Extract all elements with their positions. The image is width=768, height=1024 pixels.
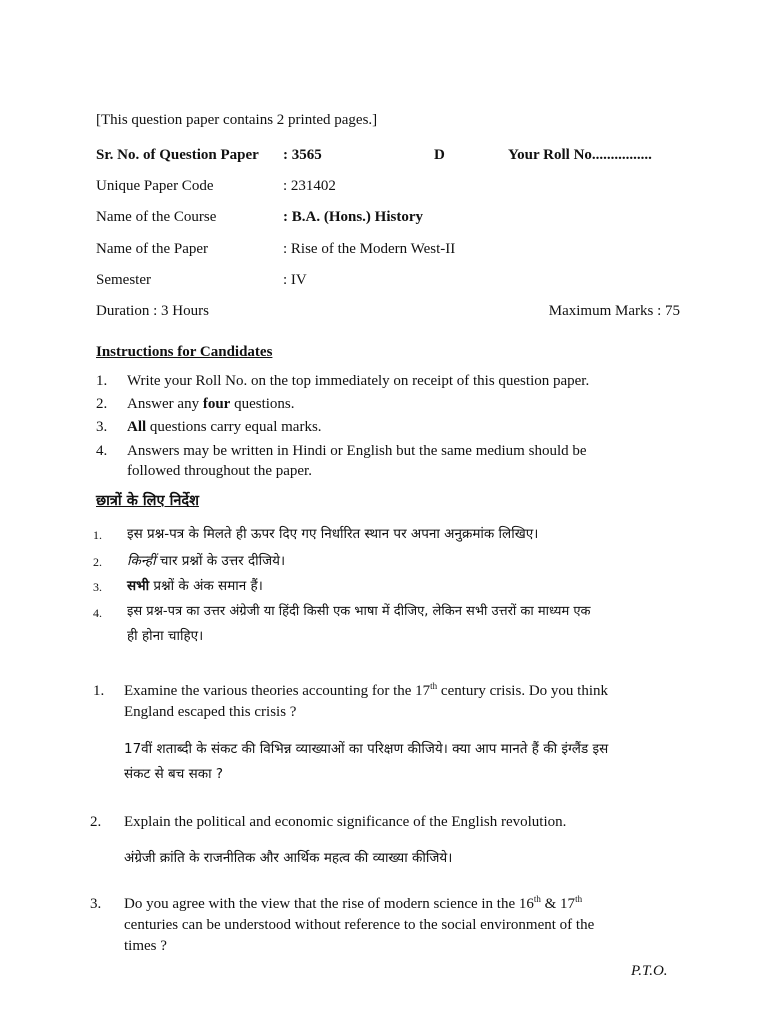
- sr-no-value: : 3565: [283, 147, 322, 163]
- unique-paper-code-label: Unique Paper Code: [96, 178, 214, 194]
- instruction-text-line: ही होना चाहिए।: [127, 628, 204, 644]
- course-label: Name of the Course: [96, 209, 217, 225]
- instruction-number: 4.: [93, 606, 102, 620]
- instruction-number: 2.: [93, 555, 102, 569]
- instruction-text: Write your Roll No. on the top immediately on receipt of this question paper.: [127, 373, 590, 389]
- question-text-line: Explain the political and economic significance of the English revolution.: [124, 814, 567, 830]
- question-hindi-line: संकट से बच सका ?: [124, 766, 224, 782]
- roll-no-field: Your Roll No................: [508, 147, 652, 163]
- instructions-title: Instructions for Candidates: [96, 344, 273, 360]
- instruction-text: Answer any four questions.: [127, 396, 295, 412]
- instruction-number: 2.: [96, 396, 108, 412]
- hindi-instructions-title: छात्रों के लिए निर्देश: [96, 493, 199, 509]
- page-note: [This question paper contains 2 printed pages.]: [96, 112, 378, 128]
- instruction-number: 1.: [93, 528, 102, 542]
- instruction-text: सभी प्रश्नों के अंक समान हैं।: [127, 578, 263, 594]
- set-code: D: [434, 147, 445, 163]
- semester-value: : IV: [283, 272, 307, 288]
- instruction-number: 1.: [96, 373, 108, 389]
- instruction-number: 3.: [96, 419, 108, 435]
- instruction-text-line: इस प्रश्न-पत्र का उत्तर अंग्रेजी या हिंदी किसी एक भाषा में दीजिए, लेकिन सभी उत्तरों का माध्यम एक: [127, 604, 591, 619]
- semester-label: Semester: [96, 272, 151, 288]
- duration: Duration : 3 Hours: [96, 303, 209, 319]
- sr-no-label: Sr. No. of Question Paper: [96, 147, 259, 163]
- question-hindi-line: अंग्रेजी क्रांति के राजनीतिक और आर्थिक महत्व की व्याख्या कीजिये।: [124, 850, 453, 866]
- instruction-number: 3.: [93, 580, 102, 594]
- course-value: : B.A. (Hons.) History: [283, 209, 423, 225]
- instruction-text: इस प्रश्न-पत्र के मिलते ही ऊपर दिए गए निर्धारित स्थान पर अपना अनुक्रमांक लिखिए।: [127, 526, 539, 542]
- question-text-line: England escaped this crisis ?: [124, 704, 297, 720]
- instruction-text: किन्हीं चार प्रश्नों के उत्तर दीजिये।: [127, 553, 286, 569]
- instruction-number: 4.: [96, 443, 108, 459]
- unique-paper-code-value: : 231402: [283, 178, 336, 194]
- instruction-text-line: followed throughout the paper.: [127, 463, 312, 479]
- question-number: 3.: [90, 896, 102, 912]
- please-turn-over: P.T.O.: [631, 963, 668, 979]
- instruction-text: All questions carry equal marks.: [127, 419, 322, 435]
- maximum-marks: Maximum Marks : 75: [548, 303, 680, 319]
- question-hindi-line: 17वीं शताब्दी के संकट की विभिन्न व्याख्याओं का परिक्षण कीजिये। क्या आप मानते हैं की इंग्लैंड इस: [124, 741, 609, 757]
- paper-name-value: : Rise of the Modern West-II: [283, 241, 456, 257]
- question-text-line: Examine the various theories accounting for the 17th century crisis. Do you think: [124, 681, 608, 699]
- instruction-text-line: Answers may be written in Hindi or English but the same medium should be: [127, 443, 587, 459]
- question-text-line: Do you agree with the view that the rise of modern science in the 16th & 17th: [124, 894, 583, 912]
- question-text-line: centuries can be understood without reference to the social environment of the: [124, 917, 595, 933]
- question-text-line: times ?: [124, 938, 167, 954]
- paper-name-label: Name of the Paper: [96, 241, 209, 257]
- question-number: 2.: [90, 814, 102, 830]
- question-number: 1.: [93, 683, 105, 699]
